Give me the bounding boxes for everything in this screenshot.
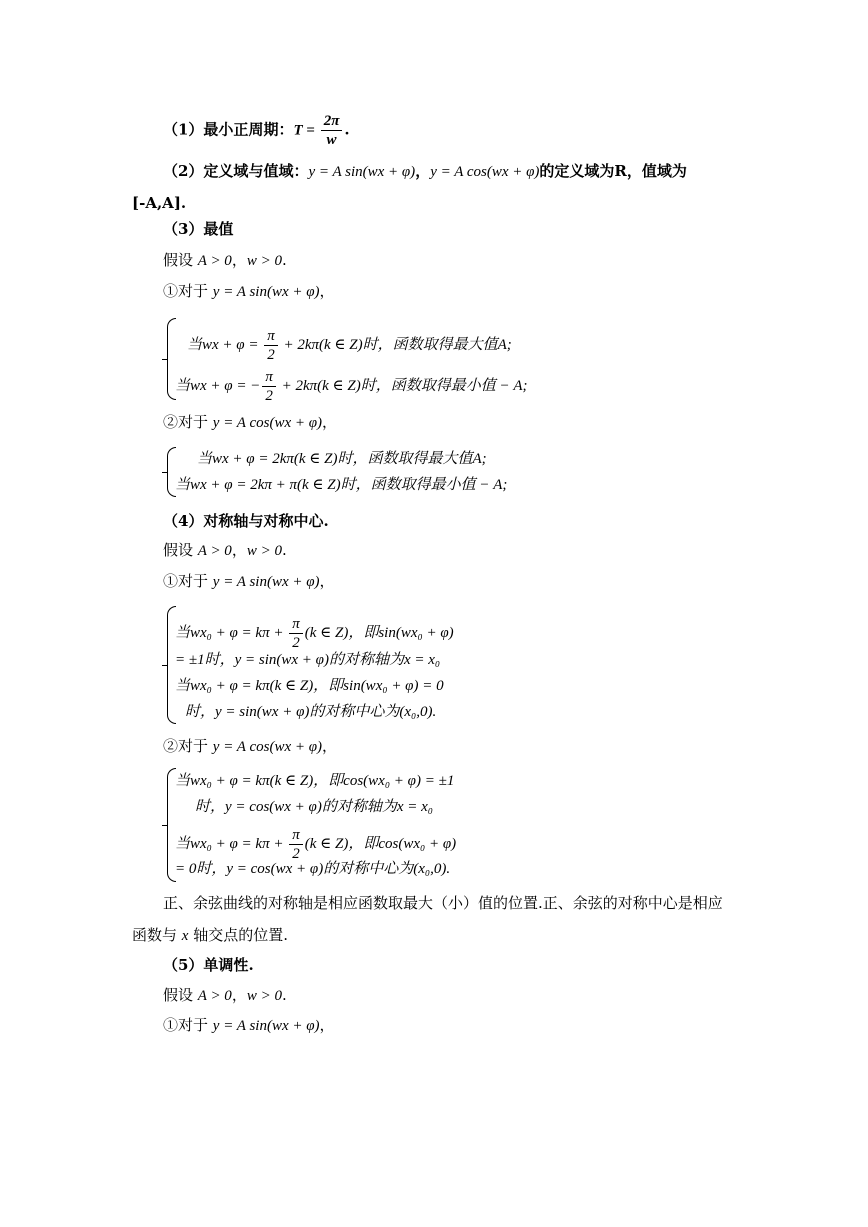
period-fraction [321,112,343,149]
assume-label: 假设 [163,541,194,559]
section-1-line [163,112,350,149]
condition-a: A > 0 [197,253,232,269]
pi-over-2 [289,615,303,652]
case-marker: ②对于 [163,737,209,755]
symmetry-note-line-1: 正、余弦曲线的对称轴是相应函数取最大（小）值的位置.正、余弦的对称中心是相应 [163,894,723,912]
section-4-assumption [163,540,287,561]
s3-case-1-intro [163,281,335,302]
s4-case-1-line-1 [175,615,454,652]
fraction-numerator: π [289,826,303,845]
s4-case-2-line-3 [175,826,456,863]
fraction-numerator: π [289,615,303,634]
x-axis-symbol: x [181,928,189,944]
comma: ， [319,1016,335,1034]
s4-case-1-line-3: 当wx₀ + φ = kπ(k ∈ Z)，即sin(wx₀ + φ) = 0 [175,678,444,694]
fraction-denominator: 2 [265,388,273,404]
equation-right: (k ∈ Z)，即sin(wx₀ + φ) [304,624,454,641]
case-marker: ①对于 [163,282,209,300]
note-text: 轴交点的位置. [193,926,289,944]
assume-label: 假设 [163,251,194,269]
s4-case-2-line-2: 时，y = cos(wx + φ)的对称轴为x = x₀ [195,799,434,815]
pi-over-2 [264,327,278,364]
fraction-denominator: 2 [292,846,300,862]
pi-over-2 [262,368,276,405]
comma: ， [319,282,335,300]
case-formula: y = A sin(wx + φ) [212,574,320,590]
condition-a: A > 0 [197,988,232,1004]
equation-right: + 2kπ(k ∈ Z)时，函数取得最大值A; [279,336,512,353]
case-formula: y = A sin(wx + φ) [212,284,320,300]
equation-right: + 2kπ(k ∈ Z)时，函数取得最小值 − A; [277,377,528,394]
comma: ， [322,737,338,755]
condition-w: w > 0 [246,253,282,269]
s3-case-1-max-line [187,327,512,364]
period-mark: . [344,120,350,139]
fraction-denominator: 2 [292,635,300,651]
domain-range-text: 的定义域为R，值域为 [539,162,687,180]
period-mark: . [281,251,287,269]
period-mark: . [281,541,287,559]
s3-case-2-max-line: 当wx + φ = 2kπ(k ∈ Z)时，函数取得最大值A; [197,451,487,467]
s4-case-2-intro [163,736,337,757]
section-2-line [163,161,687,182]
s3-case-2-intro [163,412,337,433]
case-marker: ①对于 [163,1016,209,1034]
note-text: 函数与 [132,926,178,944]
comma: ， [322,413,338,431]
condition-w: w > 0 [246,543,282,559]
s3-case-1-min-line [175,368,528,405]
fraction-denominator: w [326,132,337,148]
condition-w: w > 0 [246,988,282,1004]
sin-formula: y = A sin(wx + φ) [308,164,416,180]
equation-left: 当wx + φ = [187,336,263,353]
period-symbol: T [293,122,303,139]
equation-right: (k ∈ Z)，即cos(wx₀ + φ) [304,835,457,852]
comma: ， [231,541,247,559]
comma: ， [231,251,247,269]
equation-left: 当wx₀ + φ = kπ + [175,624,288,641]
s5-case-1-intro [163,1015,335,1036]
section-2-heading: （2）定义域与值域： [163,162,309,180]
section-4-heading: （4）对称轴与对称中心. [163,512,329,530]
s4-case-2-line-1: 当wx₀ + φ = kπ(k ∈ Z)，即cos(wx₀ + φ) = ±1 [175,773,455,789]
s4-case-1-line-4: 时，y = sin(wx + φ)的对称中心为(x₀,0). [185,704,437,720]
case-formula: y = A cos(wx + φ) [212,415,323,431]
case-formula: y = A cos(wx + φ) [212,739,323,755]
condition-a: A > 0 [197,543,232,559]
range-value: [-A,A]. [132,194,187,212]
fraction-numerator: π [262,368,276,387]
equation-left: 当wx₀ + φ = kπ + [175,835,288,852]
fraction-numerator: π [264,327,278,346]
section-3-assumption [163,250,287,271]
s4-case-1-line-2: = ±1时，y = sin(wx + φ)的对称轴为x = x₀ [175,652,441,668]
equation-left: 当wx + φ = − [175,377,261,394]
case-marker: ②对于 [163,413,209,431]
s4-case-2-line-4: = 0时，y = cos(wx + φ)的对称中心为(x₀,0). [175,861,451,877]
pi-over-2 [289,826,303,863]
s4-case-1-intro [163,571,335,592]
section-5-assumption [163,985,287,1006]
section-5-heading: （5）单调性. [163,956,254,974]
section-3-heading: （3）最值 [163,220,234,238]
assume-label: 假设 [163,986,194,1004]
case-marker: ①对于 [163,572,209,590]
case-formula: y = A sin(wx + φ) [212,1018,320,1034]
cos-formula: y = A cos(wx + φ) [430,164,540,180]
fraction-denominator: 2 [267,347,275,363]
s3-case-2-min-line: 当wx + φ = 2kπ + π(k ∈ Z)时，函数取得最小值 − A; [175,477,508,493]
section-1-heading: （1）最小正周期： [163,120,294,139]
separator: ， [415,162,431,180]
comma: ， [319,572,335,590]
equals-sign: = [302,122,319,139]
period-mark: . [281,986,287,1004]
fraction-numerator: 2π [321,112,343,131]
comma: ， [231,986,247,1004]
symmetry-note-line-2 [132,925,288,946]
